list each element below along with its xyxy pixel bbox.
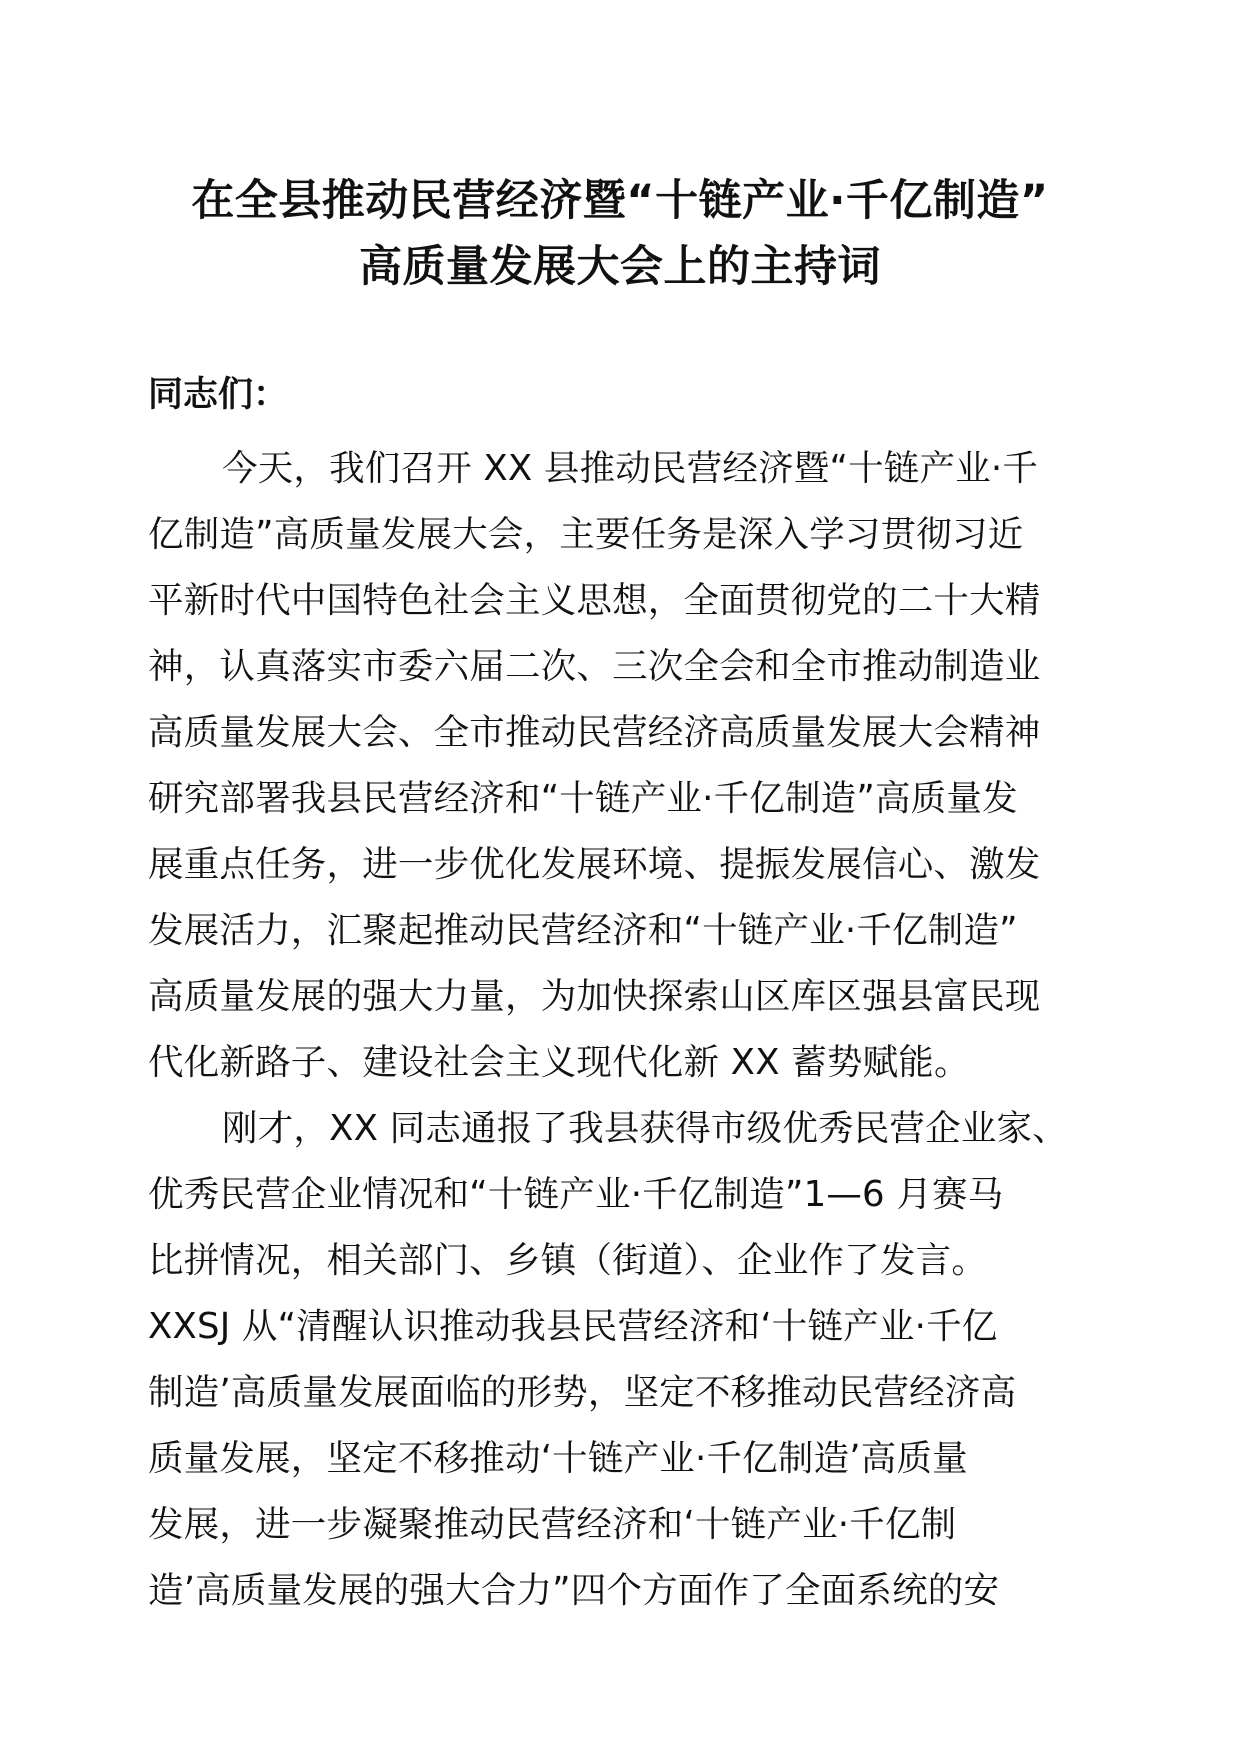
body-text [148, 436, 1108, 1624]
paragraph-2-line: 造’高质量发展的强大合力”四个方面作了全面系统的安 [148, 1570, 1000, 1611]
title-line-2: 高质量发展大会上的主持词 [359, 242, 881, 292]
paragraph-1-line: 亿制造”高质量发展大会，主要任务是深入学习贯彻习近 [148, 514, 1024, 555]
paragraph-1-line: 高质量发展的强大力量，为加快探索山区库区强县富民现 [148, 976, 1041, 1017]
paragraph-1-line: 今天，我们召开 XX 县推动民营经济暨“十链产业·千 [222, 448, 1039, 489]
paragraph-2-line: 制造’高质量发展面临的形势，坚定不移推动民营经济高 [148, 1372, 1017, 1413]
document-title [120, 168, 1120, 300]
paragraph-2-line: 发展，进一步凝聚推动民营经济和‘十链产业·千亿制 [148, 1504, 957, 1545]
salutation: 同志们： [148, 375, 289, 415]
paragraph-2-line: 优秀民营企业情况和“十链产业·千亿制造”1—6 月赛马 [148, 1174, 1004, 1215]
paragraph-1-line: 代化新路子、建设社会主义现代化新 XX 蓄势赋能。 [148, 1042, 970, 1083]
paragraph-2-line: 刚才，XX 同志通报了我县获得市级优秀民营企业家、 [222, 1108, 1068, 1149]
paragraph-2-line: 质量发展，坚定不移推动‘十链产业·千亿制造’高质量 [148, 1438, 968, 1479]
paragraph-1-line: 高质量发展大会、全市推动民营经济高质量发展大会精神 [148, 712, 1041, 753]
paragraph-1-line: 发展活力，汇聚起推动民营经济和“十链产业·千亿制造” [148, 910, 1018, 951]
paragraph-1-line: 研究部署我县民营经济和“十链产业·千亿制造”高质量发 [148, 778, 1018, 819]
title-line-1: 在全县推动民营经济暨“十链产业·千亿制造” [191, 176, 1049, 226]
paragraph-2-line: 比拼情况，相关部门、乡镇（街道）、企业作了发言。 [148, 1240, 988, 1281]
paragraph-1-line: 平新时代中国特色社会主义思想，全面贯彻党的二十大精 [148, 580, 1041, 621]
paragraph-1-line: 展重点任务，进一步优化发展环境、提振发展信心、激发 [148, 844, 1041, 885]
paragraph-2-line: XXSJ 从“清醒认识推动我县民营经济和‘十链产业·千亿 [148, 1306, 998, 1347]
paragraph-1-line: 神，认真落实市委六届二次、三次全会和全市推动制造业 [148, 646, 1041, 687]
